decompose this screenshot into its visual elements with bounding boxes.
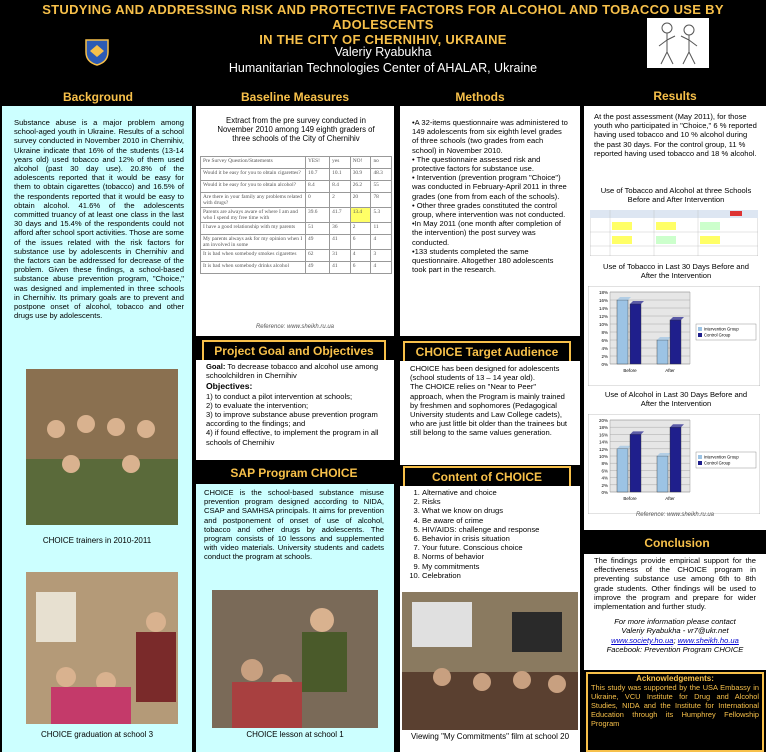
goal-panel: [196, 360, 394, 460]
audience-panel: [400, 361, 580, 465]
author-block: Valeriy Ryabukha Humanitarian Technologies Center of AHALAR, Ukraine: [228, 45, 538, 75]
table-cell: I have a good relationship with my parents: [201, 223, 306, 235]
caption-lesson: CHOICE lesson at school 1: [246, 730, 344, 739]
table-cell: 6: [350, 262, 371, 274]
list-item: 8. Norms of behavior: [422, 552, 580, 561]
bar: [630, 434, 641, 492]
table-cell: 39.6: [306, 208, 330, 223]
table-cell: 3: [371, 250, 392, 262]
contact-block: [584, 617, 766, 654]
photo-lesson: [212, 590, 378, 728]
results-table-title: Use of Tobacco and Alcohol at three Schools Before and After Intervention: [600, 186, 752, 204]
list-item: 2. Risks: [422, 497, 580, 506]
table-cell: 48.3: [371, 169, 392, 181]
x-tick-label: After: [665, 496, 675, 501]
alcohol-chart-title: Use of Alcohol in Last 30 Days Before and After the Intervention: [604, 390, 748, 408]
content-header: Content of CHOICE: [403, 466, 571, 488]
x-tick-label: After: [665, 368, 675, 373]
ack-header: Acknowledgements:: [636, 674, 714, 683]
y-tick-label: 14%: [598, 439, 608, 445]
sap-text: CHOICE is the school-based substance misuse prevention program designed according to NIDA, CSAP and SAMHSA principals. It aims for prevention and postponement of onset of use of alcohol, tobacco and other drugs by adolescents. The program consists of 10 lessons and supplemented with video materials. University students and cadets conduct the program at schools.: [204, 488, 384, 562]
audience-header: CHOICE Target Audience: [403, 341, 571, 363]
link-society[interactable]: www.society.ho.ua: [611, 635, 674, 645]
caption-trainers: CHOICE trainers in 2010-2011: [42, 536, 152, 545]
table-cell: 31: [330, 250, 351, 262]
ack-panel: [586, 672, 764, 752]
y-tick-label: 2%: [601, 482, 608, 488]
table-cell: 2: [330, 193, 351, 208]
legend-swatch: [698, 327, 702, 331]
objective-item: 4) if found effective, to implement the program in all schools of Chernihiv: [206, 428, 379, 447]
table-cell: 8.4: [330, 181, 351, 193]
objectives-label: Objectives:: [206, 381, 253, 392]
results-mini-table: [590, 210, 758, 256]
y-tick-label: 10%: [598, 322, 608, 327]
y-tick-label: 16%: [598, 298, 608, 303]
photo-graduation: [26, 572, 178, 724]
y-tick-label: 8%: [601, 330, 608, 335]
table-cell: no: [371, 157, 392, 169]
table-cell: 6: [350, 235, 371, 250]
conclusion-text: The findings provide empirical support for the effectiveness of the CHOICE program in preventing substance use among 6th to 8th grade students. Other findings will be used to improve the program and prepare for wider implementation and further study.: [594, 556, 756, 612]
contact-facebook: Facebook: Prevention Program CHOICE: [606, 644, 744, 654]
photo-film: [402, 592, 578, 730]
bar: [617, 300, 628, 364]
contact-line: For more information please contact: [614, 617, 736, 627]
table-cell: It is bad when somebody smokes cigarettes: [201, 250, 306, 262]
table-row: [201, 181, 392, 193]
objective-item: 3) to improve substance abuse prevention program according to the findings; and: [206, 410, 378, 429]
table-cell: My parents always ask for my opinion when I am involved in some: [201, 235, 306, 250]
table-cell: 20: [350, 193, 371, 208]
sap-header: SAP Program CHOICE: [202, 464, 386, 482]
y-tick-label: 18%: [598, 290, 608, 295]
link-sheikh[interactable]: www.sheikh.ho.ua: [677, 635, 739, 645]
table-cell: 49: [306, 235, 330, 250]
methods-header: Methods: [420, 90, 540, 104]
content-list: [400, 486, 580, 580]
table-row: [201, 262, 392, 274]
legend-entry: Intervention Group: [704, 454, 739, 460]
bar: [670, 320, 681, 364]
y-tick-label: 20%: [598, 418, 608, 423]
graduation-photo-icon: [26, 572, 178, 724]
methods-bullet: • Intervention (prevention program "Choice") was conducted in February-April 2011 in three grades (one from from each of the schools).: [412, 173, 567, 201]
table-row: [201, 223, 392, 235]
list-item: 6. Behavior in crisis situation: [422, 534, 580, 543]
bar: [670, 427, 681, 492]
table-cell: 4: [371, 235, 392, 250]
table-cell: 49: [306, 262, 330, 274]
table-cell: 36: [330, 223, 351, 235]
poster-title: STUDYING AND ADDRESSING RISK AND PROTECTIVE FACTORS FOR ALCOHOL AND TOBACCO USE BY ADOLESCENTS IN THE CITY OF CHERNIHIV, UKRAINE: [42, 2, 724, 47]
y-tick-label: 0%: [601, 490, 608, 495]
y-tick-label: 18%: [598, 425, 608, 431]
y-tick-label: 2%: [601, 354, 608, 359]
table-cell: 13.4: [350, 208, 371, 223]
baseline-header: Baseline Measures: [220, 90, 370, 104]
legend-swatch: [698, 333, 702, 337]
bar: [630, 304, 641, 364]
baseline-intro: Extract from the pre survey conducted in November 2010 among 149 eighth graders of three schools of the City of Chernihiv: [217, 116, 375, 144]
table-cell: yes: [330, 157, 351, 169]
table-cell: 8.4: [306, 181, 330, 193]
results-table-graphic: [590, 210, 758, 256]
table-cell: It is bad when somebody drinks alcohol: [201, 262, 306, 274]
table-cell: Would it be easy for you to obtain alcohol?: [201, 181, 306, 193]
x-tick-label: Before: [623, 368, 637, 373]
table-cell: 10.7: [306, 169, 330, 181]
methods-bullet: • The questionnaire assessed risk and protective factors for substance use.: [412, 154, 541, 174]
legend-entry: Control Group: [704, 460, 731, 466]
table-cell: 30.9: [350, 169, 371, 181]
table-cell: YES!: [306, 157, 330, 169]
table-cell: 4: [371, 262, 392, 274]
table-cell: Parents are always aware of where I am and who I spend my free time with: [201, 208, 306, 223]
sap-panel: [196, 484, 394, 752]
content-panel: [400, 486, 580, 752]
caption-film: Viewing "My Commitments" film at school 20: [410, 732, 570, 741]
list-item: 3. What we know on drugs: [422, 506, 580, 515]
tobacco-chart: [588, 286, 760, 386]
methods-panel: [400, 106, 580, 336]
y-tick-label: 12%: [598, 446, 608, 452]
table-cell: NO!: [350, 157, 371, 169]
table-cell: 78: [371, 193, 392, 208]
objective-item: 2) to evaluate the intervention;: [206, 400, 309, 410]
y-tick-label: 14%: [598, 306, 608, 311]
objective-item: 1) to conduct a pilot intervention at schools;: [206, 391, 353, 401]
bar: [617, 449, 628, 492]
y-tick-label: 16%: [598, 432, 608, 438]
table-row: [201, 208, 392, 223]
tobacco-chart-title: Use of Tobacco in Last 30 Days Before and After the Intervention: [603, 262, 749, 280]
y-tick-label: 10%: [598, 454, 608, 459]
table-cell: 51: [306, 223, 330, 235]
methods-bullet: •133 students completed the same questionnaire. Altogether 180 adolescents took part in the research.: [412, 246, 554, 275]
contact-links: www.society.ho.ua; www.sheikh.ho.ua: [611, 635, 739, 645]
table-header-row: [201, 157, 392, 169]
y-tick-label: 8%: [601, 461, 608, 467]
table-cell: 41.7: [330, 208, 351, 223]
table-cell: 0: [306, 193, 330, 208]
table-row: [201, 169, 392, 181]
bar: [657, 456, 668, 492]
table-cell: 55: [371, 181, 392, 193]
table-cell: 4: [350, 250, 371, 262]
results-panel: [584, 106, 766, 530]
legend-entry: Control Group: [704, 332, 731, 338]
table-cell: 10.1: [330, 169, 351, 181]
methods-bullet: •In May 2011 (one month after completion of the intervention) the post survey was conducted.: [412, 219, 561, 247]
y-tick-label: 6%: [601, 338, 608, 343]
y-tick-label: 4%: [601, 346, 608, 351]
table-cell: 2: [350, 223, 371, 235]
table-cell: Are there in your family any problems related with drugs?: [201, 193, 306, 208]
baseline-panel: [196, 106, 394, 336]
legend-swatch: [698, 455, 702, 459]
baseline-reference: Reference: www.sheikh.ru.ua: [255, 324, 335, 330]
methods-bullet: • Other three grades constituted the control group, where intervention was not conducted.: [412, 200, 566, 220]
bar: [657, 340, 668, 364]
methods-bullet: •A 32-items questionnaire was administered to 149 adolescents from six eighth level grades of three schools (two grades from each school) in November 2010.: [412, 118, 568, 155]
list-item: 7. Your future. Conscious choice: [422, 543, 580, 552]
x-tick-label: Before: [623, 496, 637, 501]
table-row: [201, 193, 392, 208]
table-cell: 26.2: [350, 181, 371, 193]
table-cell: Pre Survey Question/Statements: [201, 157, 306, 169]
results-text: At the post assessment (May 2011), for those youth who participated in "Choice," 6 % reported having used tobacco and 10 % alcohol during the past 30 days. For the control group, 11 % reported having used tobacco and 18 % alcohol.: [594, 112, 757, 158]
list-item: 4. Be aware of crime: [422, 516, 580, 525]
conclusion-panel: [584, 554, 766, 670]
background-panel: [2, 106, 192, 752]
contact-email: Valeriy Ryabukha - vr7@ukr.net: [621, 626, 729, 636]
y-tick-label: 6%: [601, 468, 608, 474]
conclusion-header: Conclusion: [592, 534, 762, 552]
goal-line: Goal: To decrease tobacco and alcohol use among schoolchildren in Chernihiv: [206, 362, 379, 381]
legend-entry: Intervention Group: [704, 326, 739, 332]
background-text: Substance abuse is a major problem among school-aged youth in Ukraine. Results of a school survey conducted in November 2010 in Chernihiv, Ukraine indicate that 16% of the students (13-14 years old) used tobacco and 12% of them used alcohol (past 30 day use). 20.8% of the adolescents reported that it would be easy for them to obtain cigarettes (tobacco) and 16.5% of the respondents reported that it would be easy to obtain alcohol. 41.6% of the adolescents committed truancy of at least one class in the last 30 days and 15.4% of the respondents could not afford after school sport activities. Those are some of the issues related with the risk factors for substance use by adolescents in Chernihiv and the factors can be addressed for decrease of the problem. Given these findings, a school-based substance abuse prevention program, "Choice," was designed and implemented in three schools in Chernihiv. Its primary goals are to prevent and postpone onset of alcohol, tobacco and other drugs use by adolescents.: [14, 118, 184, 321]
y-tick-label: 12%: [598, 314, 608, 319]
y-tick-label: 0%: [601, 362, 608, 367]
table-cell: 41: [330, 235, 351, 250]
y-tick-label: 4%: [601, 475, 608, 481]
legend-swatch: [698, 461, 702, 465]
list-item: 5. HIV/AIDS: challenge and response: [422, 525, 580, 534]
classroom-photo-icon: [402, 592, 578, 730]
group-photo-icon: [26, 369, 178, 525]
table-row: [201, 235, 392, 250]
table-cell: 62: [306, 250, 330, 262]
results-header: Results: [615, 89, 735, 103]
table-row: [201, 250, 392, 262]
caption-graduation: CHOICE graduation at school 3: [40, 730, 154, 739]
lesson-photo-icon: [212, 590, 378, 728]
results-reference: Reference: www.sheikh.ru.ua: [635, 512, 715, 518]
ack-text: This study was supported by the USA Embassy in Ukraine, VCU Institute for Drug and Alcohol Studies, NIDA and the Institute for International Education through its Humphrey Fellowship Program: [591, 683, 759, 728]
goal-header: Project Goal and Objectives: [202, 340, 386, 362]
alcohol-chart: [588, 414, 760, 514]
table-cell: 41: [330, 262, 351, 274]
table-cell: 11: [371, 223, 392, 235]
list-item: 9. My commitments: [422, 562, 580, 571]
audience-text: CHOICE has been designed for adolescents (school students of 13 – 14 year old). The CHOICE relies on "Near to Peer" approach, when the Program is mainly trained by freshmen and sophomores (Pedagogical University students and Law College cadets), who are just little bit older than the trainees but still belong to the same values generation.: [410, 364, 568, 438]
list-item: 1. Alternative and choice: [422, 488, 580, 497]
photo-trainers: [26, 369, 178, 525]
table-cell: 5.3: [371, 208, 392, 223]
table-cell: Would it be easy for you to obtain cigarettes?: [201, 169, 306, 181]
background-header: Background: [28, 90, 168, 104]
baseline-table: [200, 156, 392, 274]
list-item: 10. Celebration: [422, 571, 580, 580]
